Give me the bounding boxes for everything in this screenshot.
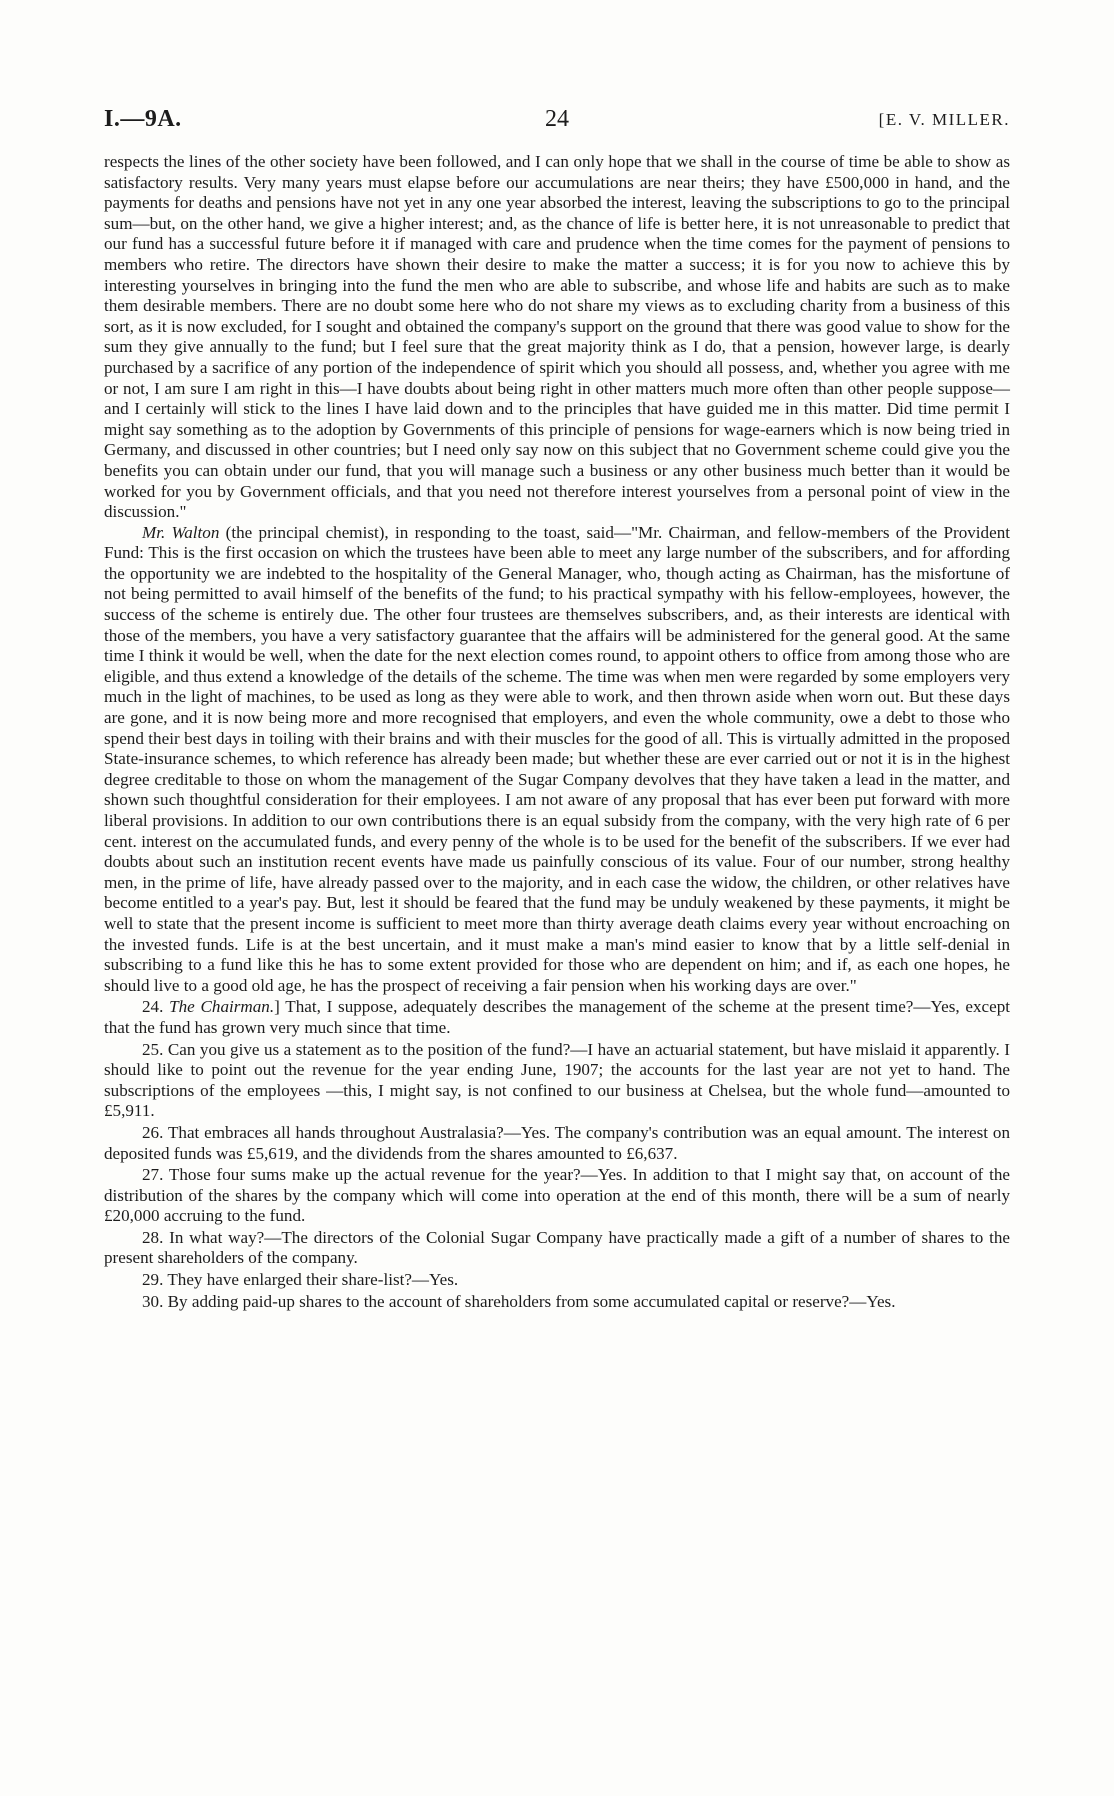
question-number: 27. <box>142 1165 164 1185</box>
question-28 <box>104 1228 1010 1269</box>
question-27 <box>104 1165 1010 1227</box>
speaker-name: The Chairman. <box>169 997 275 1017</box>
question-number: 28. <box>142 1227 164 1247</box>
paragraph-speech-continuation <box>104 152 1010 523</box>
question-text: They have enlarged their share-list?—Yes. <box>163 1270 459 1290</box>
paragraph-text: respects the lines of the other society have been followed, and I can only hope that we shall in the course of time be able to show as satisfactory results. Very many years must elapse before our accumulations are near theirs; they have £500,000 in hand, and the payments for deaths and pensions have not yet in any one year absorbed the interest, leaving the subscriptions to go to the principal sum—but, on the other hand, we give a higher interest; and, as the chance of life is better here, it is not unreasonable to predict that our fund has a successful future before it if managed with care and prudence when the time comes for the payment of pensions to members who retire. The directors have shown their desire to make the matter a success; it is for you now to achieve this by interesting yourselves in bringing into the fund the men who are able to subscribe, and whose life and habits are such as to make them desirable members. There are no doubt some here who do not share my views as to excluding charity from a business of this sort, as it is now excluded, for I sought and obtained the company's support on the ground that there was good value to show for the sum they give annually to the fund; but I feel sure that the great majority think as I do, that a pension, however large, is dearly purchased by a sacrifice of any portion of the independence of spirit which you should all possess, and, whether you agree with me or not, I am sure I am right in this—I have doubts about being right in other matters much more often than other people suppose—and I certainly will stick to the lines I have laid down and to the principles that have guided me in this matter. Did time permit I might say something as to the adoption by Governments of this principle of pensions for wage-earners which is now being tried in Germany, and discussed in other countries; but I need only say now on this subject that no Government scheme could give you the benefits you can obtain under our fund, that you will manage such a business or any other business much better than it would be worked for you by Government officials, and that you need not therefore interest yourselves from a personal point of view in the discussion." <box>104 152 1010 522</box>
question-24 <box>104 997 1010 1038</box>
question-text: In what way?—The directors of the Colonial Sugar Company have practically made a gift of a number of shares to the present shareholders of the company. <box>104 1227 1010 1268</box>
document-reference: I.—9A. <box>104 106 182 132</box>
paragraph-text: (the principal chemist), in responding to the toast, said—"Mr. Chairman, and fellow-members of the Provident Fund: This is the first occasion on which the trustees have been able to meet any large number of the subscribers, and for affording the opportunity we are indebted to the hospitality of the General Manager, who, though acting as Chairman, has the misfortune of not being permitted to avail himself of the benefits of the fund; to his practical sympathy with his fellow-employees, however, the success of the scheme is entirely due. The other four trustees are themselves subscribers, and, as their interests are identical with those of the members, you have a very satisfactory guarantee that the affairs will be administered for the general good. At the same time I think it would be well, when the date for the next election comes round, to appoint others to office from among those who are eligible, and thus extend a knowledge of the details of the scheme. The time was when men were regarded by some employers very much in the light of machines, to be used as long as they were able to work, and then thrown aside when worn out. But these days are gone, and it is now being more and more recognised that employers, and even the whole community, owe a debt to those who spend their best days in toiling with their brains and with their muscles for the good of all. This is virtually admitted in the proposed State-insurance schemes, to which reference has already been made; but whether these are ever carried out or not it is in the highest degree creditable to those on whom the management of the Sugar Company devolves that they have taken a lead in the matter, and shown such thoughtful consideration for their employees. I am not aware of any proposal that has ever been put forward with more liberal provisions. In addition to our own contributions there is an equal subsidy from the company, with the very high rate of 6 per cent. interest on the accumulated funds, and every penny of the whole is to be used for the benefit of the subscribers. If we ever had doubts about such an institution recent events have made us painfully conscious of its value. Four of our number, strong healthy men, in the prime of life, have already passed over to the majority, and in each case the widow, the children, or other relatives have become entitled to a year's pay. But, lest it should be feared that the fund may be unduly weakened by these payments, it might be well to state that the present income is sufficient to meet more than thirty average death claims every year without encroaching on the invested funds. Life is at the best uncertain, and it must make a man's mind easier to know that by a little self-denial in subscribing to a fund like this he has to some extent provided for those who are dependent on him; and if, as each one hopes, he should live to a good old age, he has the prospect of receiving a fair pension when his working days are over." <box>104 522 1010 995</box>
page-header <box>104 106 1010 142</box>
question-text: Can you give us a statement as to the position of the fund?—I have an actuarial statement, but have mislaid it apparently. I should like to point out the revenue for the year ending June, 1907; the accounts for the last year are not yet to hand. The subscriptions of the employees —this, I might say, is not confined to our business at Chelsea, but the whole fund—amounted to £5,911. <box>104 1039 1010 1121</box>
question-30 <box>104 1292 1010 1313</box>
question-number: 24. <box>142 997 164 1017</box>
document-body <box>104 152 1010 1312</box>
question-number: 30. <box>142 1291 164 1311</box>
question-26 <box>104 1123 1010 1164</box>
speaker-name: Mr. Walton <box>142 522 220 542</box>
witness-name: [E. V. MILLER. <box>878 110 1010 129</box>
question-text: That embraces all hands throughout Australasia?—Yes. The company's contribution was an equal amount. The interest on deposited funds was £5,619, and the dividends from the shares amounted to £6,637. <box>104 1122 1010 1163</box>
question-25 <box>104 1040 1010 1122</box>
question-number: 25. <box>142 1039 164 1059</box>
paragraph-walton-response <box>104 523 1010 997</box>
question-text: ] That, I suppose, adequately describes the management of the scheme at the present time?—Yes, except that the fund has grown very much since that time. <box>104 997 1010 1037</box>
question-29 <box>104 1270 1010 1291</box>
question-number: 26. <box>142 1122 164 1142</box>
question-text: Those four sums make up the actual revenue for the year?—Yes. In addition to that I might say that, on account of the distribution of the shares by the company which will come into operation at the end of this month, there will be a sum of nearly £20,000 accruing to the fund. <box>104 1165 1010 1226</box>
page-number: 24 <box>545 106 569 132</box>
question-text: By adding paid-up shares to the account of shareholders from some accumulated capital or reserve?—Yes. <box>163 1291 896 1311</box>
question-number: 29. <box>142 1270 164 1290</box>
